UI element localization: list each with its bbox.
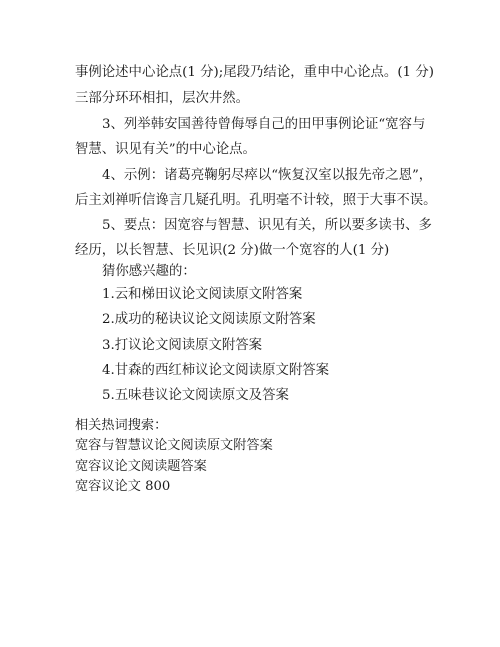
body-line: 5、要点：因宽容与智慧、识见有关，所以要多读书、多 <box>102 218 432 233</box>
recommend-link[interactable]: 5.五味巷议论文阅读原文及答案 <box>102 388 289 403</box>
body-line: 智慧、识见有关”的中心论点。 <box>75 142 256 157</box>
body-line: 经历，以长智慧、长见识(2 分)做一个宽容的人(1 分) <box>75 243 390 258</box>
body-line: 后主刘禅听信谗言几疑孔明。孔明毫不计较，照于大事不误。 <box>75 193 437 208</box>
body-line: 事例论述中心论点(1 分);尾段乃结论，重申中心论点。(1 分) <box>75 65 434 80</box>
keyword-link[interactable]: 宽容与智慧议论文阅读原文附答案 <box>75 438 273 453</box>
keyword-link[interactable]: 宽容议论文 800 <box>75 479 171 494</box>
recommend-link[interactable]: 4.甘森的西红柿议论文阅读原文附答案 <box>102 363 330 378</box>
keywords-heading: 相关热词搜索： <box>75 418 168 433</box>
body-line: 三部分环环相扣，层次井然。 <box>75 91 250 106</box>
body-line: 4、示例：诸葛亮鞠躬尽瘁以“恢复汉室以报先帝之恩”， <box>102 168 433 183</box>
keyword-link[interactable]: 宽容议论文阅读题答案 <box>75 459 207 474</box>
recommend-link[interactable]: 1.云和梯田议论文阅读原文附答案 <box>102 287 303 302</box>
recommend-heading: 猜你感兴趣的： <box>102 264 196 279</box>
body-line: 3、列举韩安国善待曾侮辱自己的田甲事例论证“宽容与 <box>102 117 426 132</box>
recommend-link[interactable]: 3.打议论文阅读原文附答案 <box>102 338 263 353</box>
recommend-link[interactable]: 2.成功的秘诀议论文阅读原文附答案 <box>102 312 316 327</box>
